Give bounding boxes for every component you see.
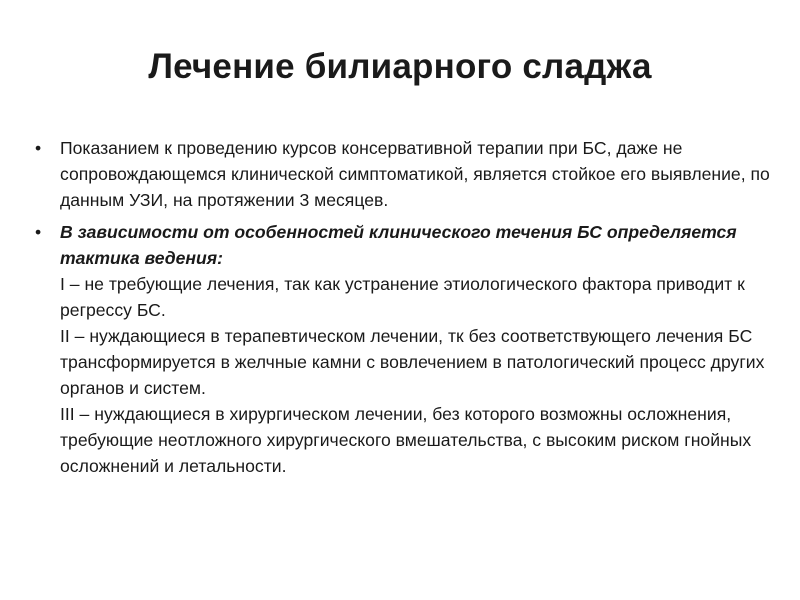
group-three-text: III – нуждающиеся в хирургическом лечении, без которого возможны осложнения, требующие неотложного хирургического вмешательства, с высоким риском гнойных осложнений и летальности.: [60, 404, 752, 476]
bullet-dot-icon: •: [35, 138, 42, 158]
bullet-item-indications: [34, 135, 774, 213]
group-one-text: I – не требующие лечения, так как устранение этиологического фактора приводит к регрессу БС.: [60, 274, 745, 320]
bullet-dot-icon: •: [35, 222, 42, 242]
bullet-heading: В зависимости от особенностей клинического течения БС определяется тактика ведения:: [60, 222, 737, 268]
slide-title: Лечение билиарного сладжа: [148, 47, 652, 87]
group-two-text: II – нуждающиеся в терапевтическом лечении, тк без соответствующего лечения БС трансформируется в желчные камни с вовлечением в патологический процесс других органов и систем.: [60, 326, 765, 398]
bullet-text: Показанием к проведению курсов консервативной терапии при БС, даже не сопровождающемся клинической симптоматикой, является стойкое его выявление, по данным УЗИ, на протяжении 3 месяцев.: [60, 138, 770, 210]
bullet-list: [34, 135, 774, 479]
bullet-item-tactics: [34, 219, 774, 479]
